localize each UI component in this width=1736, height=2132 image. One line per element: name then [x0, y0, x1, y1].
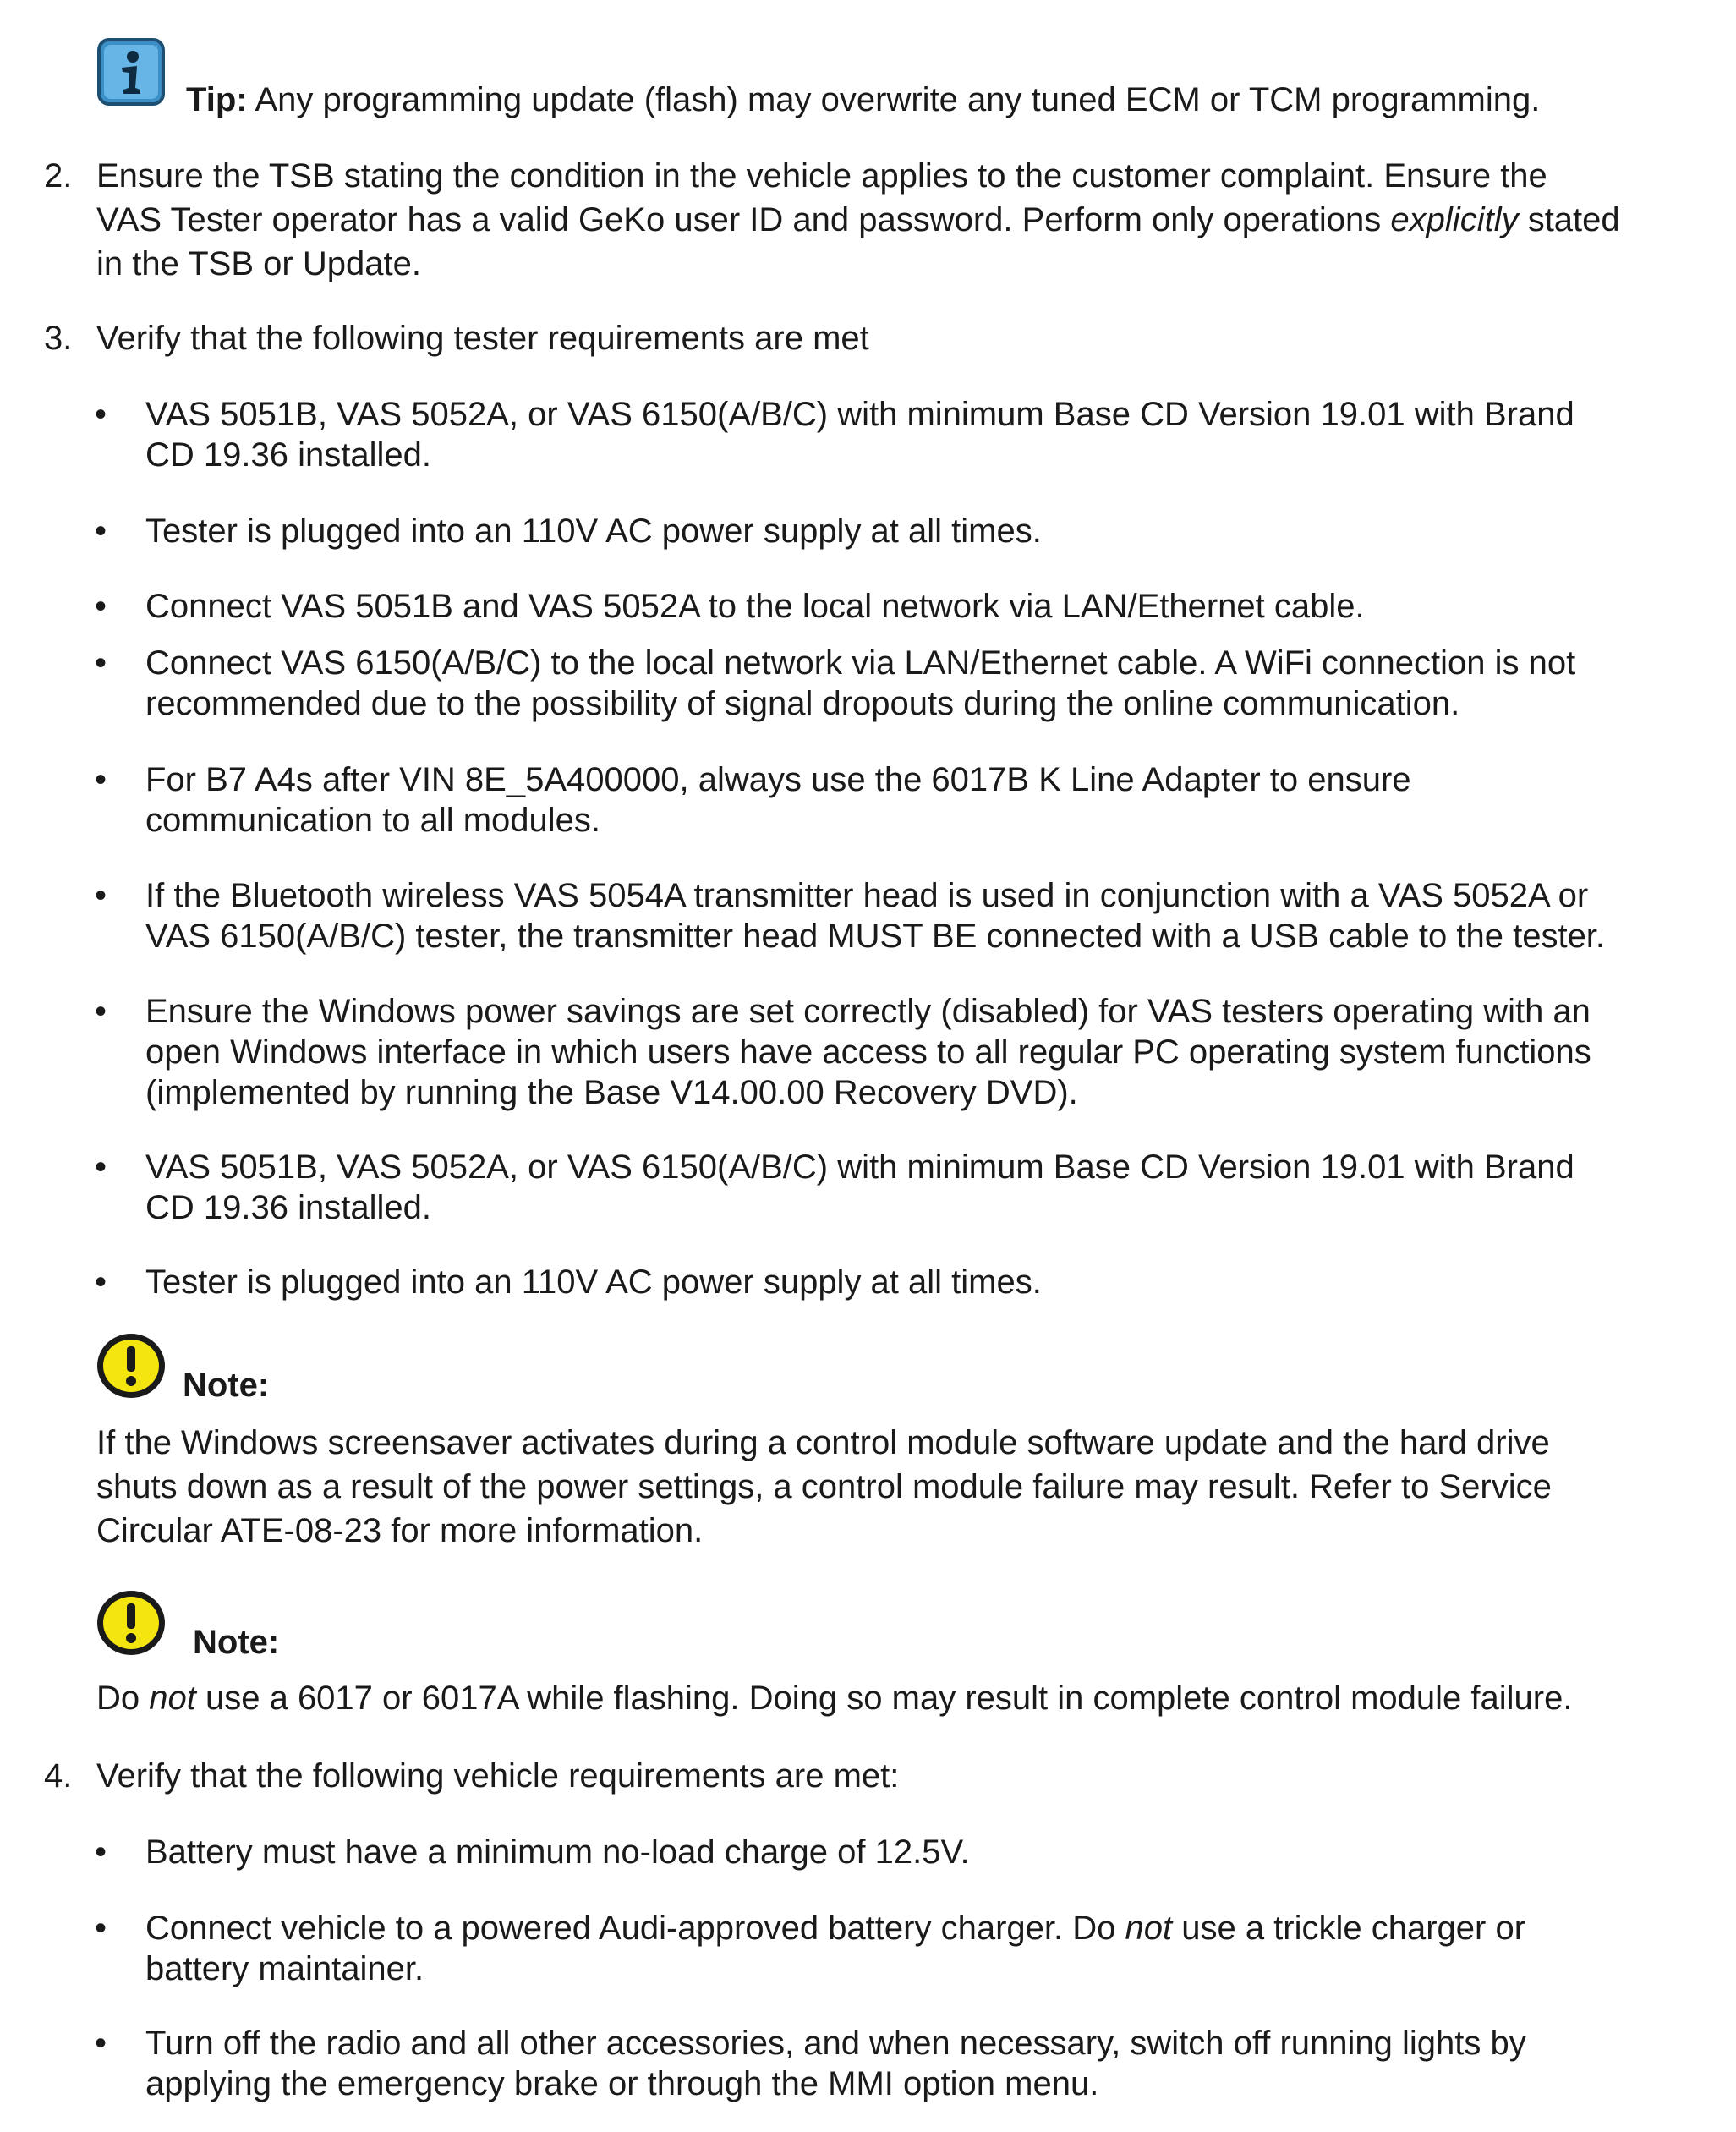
- step-line: Ensure the TSB stating the condition in the vehicle applies to the customer complaint. Ensure the: [96, 157, 1547, 195]
- tip-text: [186, 79, 1540, 120]
- list-item-line: Ensure the Windows power savings are set correctly (disabled) for VAS testers operating with an: [145, 993, 1591, 1030]
- list-item-text: [145, 1262, 1693, 1302]
- tip-body: Any programming update (flash) may overwrite any tuned ECM or TCM programming.: [255, 81, 1541, 118]
- list-item-line: [145, 1908, 1693, 1948]
- note-body: [96, 1676, 1686, 1720]
- text-run: VAS Tester operator has a valid GeKo user ID and password. Perform only operations: [96, 201, 1391, 238]
- warning-icon: [95, 1587, 167, 1659]
- warning-icon: [95, 1329, 167, 1402]
- emphasis-text: not: [1125, 1910, 1173, 1947]
- list-item-text: [145, 1832, 1693, 1872]
- list-item-line: VAS 5051B, VAS 5052A, or VAS 6150(A/B/C) with minimum Base CD Version 19.01 with Brand: [145, 396, 1574, 433]
- list-item-line: CD 19.36 installed.: [145, 1189, 431, 1226]
- bullet-glyph: •: [95, 1263, 107, 1301]
- text-run: use a 6017 or 6017A while flashing. Doing so may result in complete control module failure.: [195, 1680, 1573, 1717]
- step-number: 4.: [44, 1757, 73, 1795]
- step-number: 2.: [44, 157, 73, 195]
- list-item-text: [145, 1908, 1693, 1989]
- list-item-text: [145, 2023, 1693, 2104]
- list-item-line: communication to all modules.: [145, 802, 601, 839]
- step-line: [96, 198, 1703, 242]
- bullet-glyph: •: [95, 644, 107, 682]
- bullet-glyph: •: [95, 396, 107, 433]
- note-line: [96, 1676, 1686, 1720]
- text-run: Do: [96, 1680, 150, 1717]
- list-item-line: Tester is plugged into an 110V AC power supply at all times.: [145, 1263, 1042, 1301]
- list-item-line: Tester is plugged into an 110V AC power supply at all times.: [145, 512, 1042, 550]
- list-item-text: [145, 511, 1693, 551]
- step-body: Verify that the following tester requirements are met: [96, 320, 869, 357]
- list-item-line: Turn off the radio and all other accessories, and when necessary, switch off running lights by: [145, 2025, 1526, 2062]
- text-run: Connect vehicle to a powered Audi-approved battery charger. Do: [145, 1910, 1125, 1947]
- bullet-glyph: •: [95, 1833, 107, 1871]
- bullet-glyph: •: [95, 993, 107, 1030]
- bullet-glyph: •: [95, 588, 107, 625]
- info-icon: [96, 37, 166, 107]
- text-run: stated: [1518, 201, 1620, 238]
- bullet-glyph: •: [95, 877, 107, 914]
- list-item-line: Battery must have a minimum no-load charge of 12.5V.: [145, 1833, 970, 1871]
- tip-label: Tip:: [186, 81, 248, 118]
- list-item-line: If the Bluetooth wireless VAS 5054A transmitter head is used in conjunction with a VAS 5052A or: [145, 877, 1589, 914]
- step-line: in the TSB or Update.: [96, 245, 421, 282]
- text-run: use a trickle charger or: [1172, 1910, 1526, 1947]
- list-item-line: open Windows interface in which users have access to all regular PC operating system functions: [145, 1033, 1591, 1071]
- emphasis-text: not: [149, 1680, 196, 1717]
- list-item-line: recommended due to the possibility of signal dropouts during the online communication.: [145, 685, 1460, 722]
- list-item-text: [145, 875, 1693, 956]
- note-label: Note:: [193, 1624, 280, 1661]
- list-item-text: [145, 759, 1693, 841]
- list-item-line: For B7 A4s after VIN 8E_5A400000, always use the 6017B K Line Adapter to ensure: [145, 761, 1411, 798]
- bullet-glyph: •: [95, 1148, 107, 1186]
- list-item-text: [145, 643, 1693, 724]
- list-item-text: [145, 1147, 1693, 1228]
- step-body: Verify that the following vehicle requirements are met:: [96, 1757, 900, 1795]
- step-body: [96, 154, 1703, 286]
- list-item-line: Connect VAS 6150(A/B/C) to the local network via LAN/Ethernet cable. A WiFi connection is not: [145, 644, 1576, 682]
- note-line: Circular ATE-08-23 for more information.: [96, 1512, 704, 1549]
- note-label: Note:: [183, 1367, 270, 1404]
- list-item-line: CD 19.36 installed.: [145, 436, 431, 474]
- note-line: If the Windows screensaver activates during a control module software update and the hard drive: [96, 1424, 1550, 1461]
- bullet-glyph: •: [95, 1910, 107, 1947]
- list-item-line: applying the emergency brake or through the MMI option menu.: [145, 2065, 1099, 2102]
- note-line: shuts down as a result of the power settings, a control module failure may result. Refer to Service: [96, 1468, 1552, 1505]
- list-item-line: battery maintainer.: [145, 1950, 424, 1987]
- list-item-line: VAS 5051B, VAS 5052A, or VAS 6150(A/B/C) with minimum Base CD Version 19.01 with Brand: [145, 1148, 1574, 1186]
- step-number: 3.: [44, 320, 73, 357]
- list-item-line: VAS 6150(A/B/C) tester, the transmitter head MUST BE connected with a USB cable to the tester.: [145, 918, 1606, 955]
- bullet-glyph: •: [95, 761, 107, 798]
- list-item-text: [145, 394, 1693, 475]
- bullet-glyph: •: [95, 512, 107, 550]
- emphasis-text: explicitly: [1390, 201, 1519, 238]
- bullet-glyph: •: [95, 2025, 107, 2062]
- list-item-text: [145, 991, 1693, 1113]
- list-item-line: Connect VAS 5051B and VAS 5052A to the local network via LAN/Ethernet cable.: [145, 588, 1365, 625]
- note-body: [96, 1421, 1686, 1553]
- list-item-text: [145, 586, 1693, 627]
- list-item-line: (implemented by running the Base V14.00.00 Recovery DVD).: [145, 1074, 1078, 1111]
